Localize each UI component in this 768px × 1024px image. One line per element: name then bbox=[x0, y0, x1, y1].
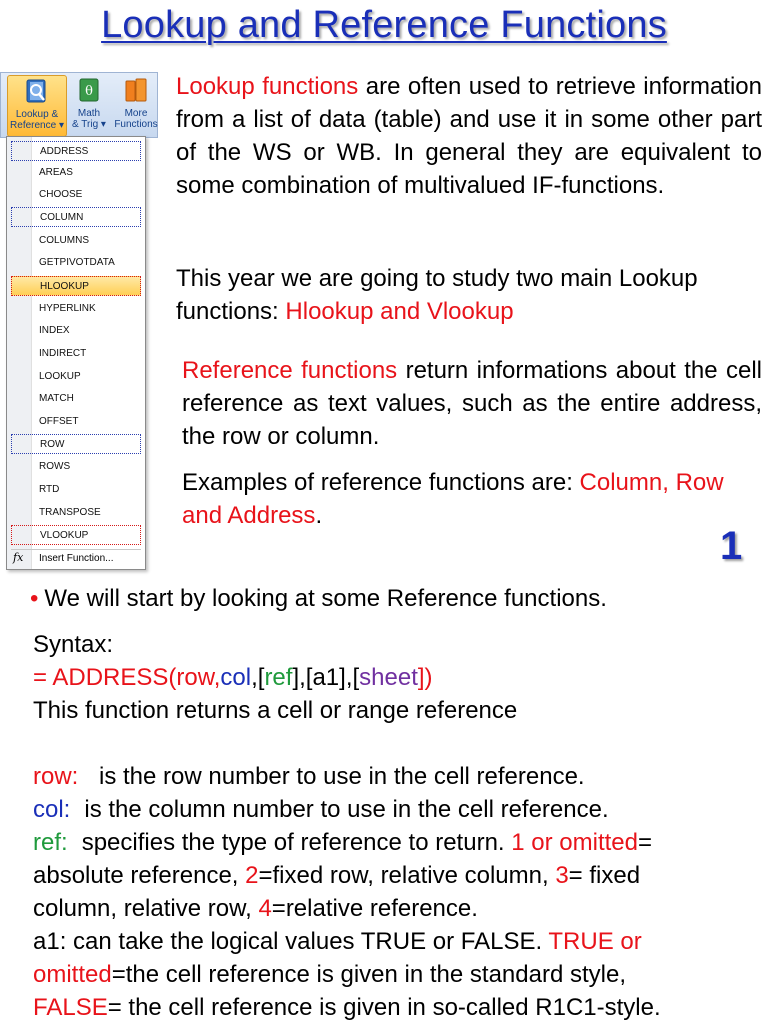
a1-false: FALSE bbox=[33, 994, 108, 1021]
insert-function-item[interactable]: Insert Function... bbox=[11, 549, 141, 567]
ref-line2-a: absolute reference, bbox=[33, 862, 239, 889]
formula-description: This function returns a cell or range reference bbox=[33, 697, 518, 724]
fx-icon: fx bbox=[13, 551, 24, 564]
menu-item-offset[interactable]: OFFSET bbox=[39, 416, 79, 427]
menu-item-lookup[interactable]: LOOKUP bbox=[39, 371, 81, 382]
menu-item-areas[interactable]: AREAS bbox=[39, 167, 73, 178]
ref-argument-line3 bbox=[33, 892, 478, 925]
math-trig-label: Math & Trig ▾ bbox=[72, 108, 106, 130]
book-search-icon bbox=[24, 78, 50, 106]
formulas-ribbon bbox=[0, 72, 158, 138]
reference-functions-term: Reference functions bbox=[182, 357, 398, 384]
a1-line3: = the cell reference is given in so-called R1C1-style. bbox=[107, 994, 661, 1021]
ref-option-3: 3 bbox=[555, 862, 569, 889]
a1-argument-line2 bbox=[33, 958, 626, 991]
ref-line2-b: =fixed row, relative column, bbox=[258, 862, 549, 889]
page-title: Lookup and Reference Functions bbox=[101, 4, 667, 46]
col-term: col: bbox=[33, 796, 71, 823]
menu-item-column[interactable]: COLUMN bbox=[11, 207, 141, 227]
a1-argument-line3 bbox=[33, 991, 661, 1024]
syntax-label: Syntax: bbox=[33, 631, 114, 658]
math-trig-button[interactable] bbox=[69, 75, 109, 137]
slide-number: 1 bbox=[720, 524, 743, 568]
more-functions-label: More Functions bbox=[114, 108, 158, 130]
menu-item-hlookup[interactable]: HLOOKUP bbox=[11, 276, 141, 296]
menu-item-address[interactable]: ADDRESS bbox=[11, 141, 141, 161]
examples-paragraph bbox=[182, 466, 762, 532]
lookup-functions-term: Lookup functions bbox=[176, 73, 359, 100]
ref-option-1: 1 or omitted bbox=[511, 829, 638, 856]
examples-end: . bbox=[315, 502, 323, 529]
lookup-functions-text: are often used to retrieve information from a list of data (table) and use it in some other part of the WS or WB. In general they are equivalent to some combination of multivalued IF-functions. bbox=[176, 73, 762, 199]
menu-item-columns[interactable]: COLUMNS bbox=[39, 235, 90, 246]
a1-line2: =the cell reference is given in the standard style, bbox=[111, 961, 626, 988]
formula-start: = ADDRESS(row, bbox=[33, 664, 221, 691]
menu-item-choose[interactable]: CHOOSE bbox=[39, 189, 83, 200]
formula-sheet: sheet bbox=[359, 664, 418, 691]
theta-book-icon bbox=[76, 77, 102, 105]
address-formula bbox=[33, 661, 433, 694]
bullet-text: We will start by looking at some Reference functions. bbox=[44, 585, 607, 612]
bullet-dot: • bbox=[30, 585, 39, 612]
ref-argument-line2 bbox=[33, 859, 640, 892]
col-desc: is the column number to use in the cell reference. bbox=[84, 796, 609, 823]
menu-item-hyperlink[interactable]: HYPERLINK bbox=[39, 303, 96, 314]
ref-option-4: 4 bbox=[258, 895, 272, 922]
menu-item-match[interactable]: MATCH bbox=[39, 393, 74, 404]
menu-item-getpivotdata[interactable]: GETPIVOTDATA bbox=[39, 257, 115, 268]
menu-item-rows[interactable]: ROWS bbox=[39, 461, 71, 472]
more-functions-button[interactable] bbox=[113, 75, 159, 137]
formula-mid: ],[a1],[ bbox=[292, 664, 360, 691]
formula-col: col bbox=[220, 664, 252, 691]
menu-item-vlookup[interactable]: VLOOKUP bbox=[11, 525, 141, 545]
bullet-item bbox=[30, 582, 607, 615]
menu-item-rtd[interactable]: RTD bbox=[39, 484, 60, 495]
lookup-reference-menu bbox=[6, 136, 146, 570]
study-highlight: Hlookup and Vlookup bbox=[285, 298, 514, 325]
books-icon bbox=[123, 77, 149, 105]
lookup-functions-paragraph bbox=[176, 70, 762, 202]
formula-comma: ,[ bbox=[251, 664, 265, 691]
formula-end: ]) bbox=[417, 664, 433, 691]
ref-line2-c: = fixed bbox=[568, 862, 641, 889]
ref-line3-a: column, relative row, bbox=[33, 895, 252, 922]
ref-desc: specifies the type of reference to return. bbox=[81, 829, 505, 856]
lookup-reference-label: Lookup & Reference ▾ bbox=[10, 109, 64, 131]
reference-functions-paragraph bbox=[182, 354, 762, 453]
formula-ref: ref bbox=[264, 664, 293, 691]
col-argument bbox=[33, 793, 609, 826]
svg-text:θ: θ bbox=[85, 84, 93, 99]
menu-item-indirect[interactable]: INDIRECT bbox=[39, 348, 87, 359]
row-desc: is the row number to use in the cell reference. bbox=[99, 763, 585, 790]
study-text: This year we are going to study two main Lookup functions: bbox=[176, 265, 698, 325]
lookup-reference-button[interactable] bbox=[7, 75, 67, 137]
ref-term: ref: bbox=[33, 829, 68, 856]
examples-highlight: Column, Row and Address bbox=[182, 469, 724, 529]
menu-item-transpose[interactable]: TRANSPOSE bbox=[39, 507, 101, 518]
ref-option-2: 2 bbox=[245, 862, 259, 889]
a1-true: TRUE or bbox=[548, 928, 642, 955]
menu-item-index[interactable]: INDEX bbox=[39, 325, 70, 336]
a1-argument bbox=[33, 925, 642, 958]
ref-argument: ref: specifies the type of reference to return. 1 or omitted= bbox=[33, 829, 653, 856]
ref-line3-b: =relative reference. bbox=[271, 895, 478, 922]
study-paragraph bbox=[176, 262, 762, 328]
a1-line1: a1: can take the logical values TRUE or FALSE. bbox=[33, 928, 543, 955]
row-argument bbox=[33, 760, 585, 793]
reference-functions-text: return informations about the cell reference as text values, such as the entire address, the row or column. bbox=[182, 357, 762, 450]
examples-text: Examples of reference functions are: bbox=[182, 469, 580, 496]
a1-omitted: omitted bbox=[33, 961, 112, 988]
menu-item-row[interactable]: ROW bbox=[11, 434, 141, 454]
row-term: row: bbox=[33, 763, 79, 790]
